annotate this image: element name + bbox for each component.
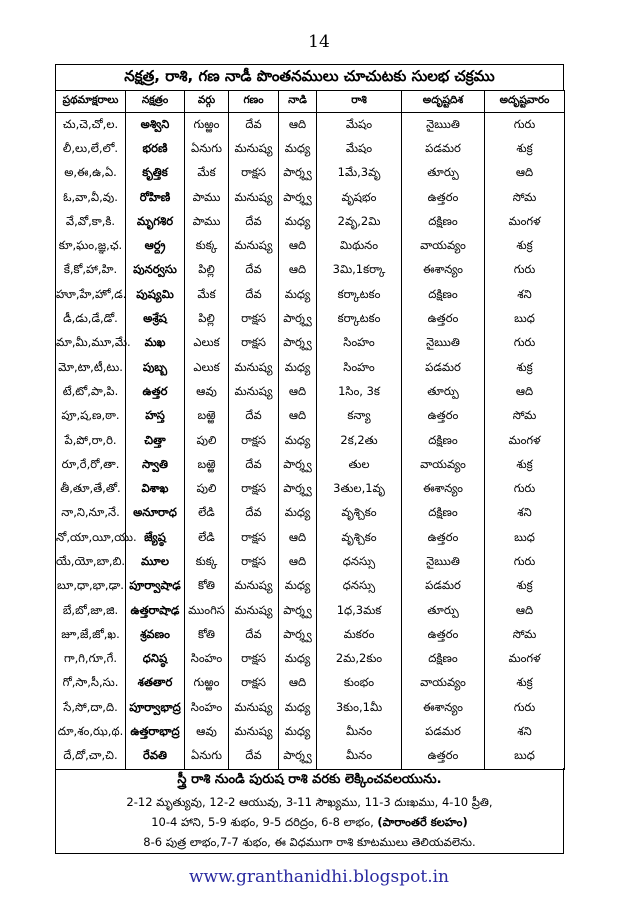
initial-letters-cell: టే,టో,పా,పి. bbox=[56, 380, 126, 404]
animal-cell: పిల్లి bbox=[185, 259, 229, 283]
rasi-cell: మిథునం bbox=[317, 234, 402, 258]
gana-cell: మనుష్య bbox=[229, 720, 279, 744]
column-header: గణం bbox=[229, 91, 279, 113]
lucky-day-cell: గురు bbox=[485, 332, 565, 356]
nadi-cell: మధ్య bbox=[279, 696, 317, 720]
gana-cell: దేవ bbox=[229, 745, 279, 770]
lucky-direction-cell: ఉత్తరం bbox=[402, 307, 485, 331]
initial-letters-cell: డీ,డు,డే,డో. bbox=[56, 307, 126, 331]
table-row bbox=[56, 186, 565, 210]
table-row bbox=[56, 113, 565, 138]
nakshatra-cell: మఖ bbox=[126, 332, 185, 356]
rasi-cell: సింహం bbox=[317, 332, 402, 356]
rasi-cell: 2క,2తు bbox=[317, 429, 402, 453]
animal-cell: మేక bbox=[185, 283, 229, 307]
table-row bbox=[56, 332, 565, 356]
gana-cell: మనుష్య bbox=[229, 234, 279, 258]
rasi-cell: 2వృ,2మి bbox=[317, 210, 402, 234]
lucky-direction-cell: పడమర bbox=[402, 575, 485, 599]
nakshatra-cell: రోహిణి bbox=[126, 186, 185, 210]
table-row bbox=[56, 234, 565, 258]
gana-cell: రాక్షస bbox=[229, 550, 279, 574]
nadi-cell: ఆది bbox=[279, 234, 317, 258]
notes-line-1: 2-12 మృత్యువు, 12-2 ఆయువు, 3-11 సౌఖ్యము, 11-3 దుఃఖము, 4-10 ప్రీతి, bbox=[126, 795, 493, 809]
column-header: అదృష్టవారం bbox=[485, 91, 565, 113]
lucky-direction-cell: వాయవ్యం bbox=[402, 672, 485, 696]
lucky-direction-cell: ఈశాన్యం bbox=[402, 259, 485, 283]
nadi-cell: ఆది bbox=[279, 380, 317, 404]
rasi-cell: వృశ్చికం bbox=[317, 526, 402, 550]
initial-letters-cell: చు,చె,చో,ల. bbox=[56, 113, 126, 138]
initial-letters-cell: గా,గి,గూ,గే. bbox=[56, 648, 126, 672]
nakshatra-cell: మూల bbox=[126, 550, 185, 574]
lucky-day-cell: బుధ bbox=[485, 526, 565, 550]
nakshatra-cell: పుబ్బ bbox=[126, 356, 185, 380]
nakshatra-cell: ధనిష్ఠ bbox=[126, 648, 185, 672]
rasi-cell: 3తుల,1వృ bbox=[317, 477, 402, 501]
lucky-direction-cell: దక్షిణం bbox=[402, 502, 485, 526]
initial-letters-cell: దే,దో,చా,చి. bbox=[56, 745, 126, 770]
gana-cell: దేవ bbox=[229, 210, 279, 234]
rasi-cell: మకరం bbox=[317, 623, 402, 647]
initial-letters-cell: లీ,లు,లే,లో. bbox=[56, 137, 126, 161]
nakshatra-cell: పునర్వసు bbox=[126, 259, 185, 283]
nadi-cell: ఆది bbox=[279, 550, 317, 574]
nakshatra-cell: హస్త bbox=[126, 405, 185, 429]
nadi-cell: మధ్య bbox=[279, 429, 317, 453]
lucky-direction-cell: ఈశాన్యం bbox=[402, 696, 485, 720]
table-row bbox=[56, 356, 565, 380]
initial-letters-cell: కే,కో,హా,హి. bbox=[56, 259, 126, 283]
table-row bbox=[56, 526, 565, 550]
lucky-direction-cell: నైఋతి bbox=[402, 113, 485, 138]
lucky-direction-cell: దక్షిణం bbox=[402, 210, 485, 234]
nadi-cell: పార్శ్వ bbox=[279, 453, 317, 477]
lucky-day-cell: శుక్ర bbox=[485, 356, 565, 380]
nadi-cell: మధ్య bbox=[279, 210, 317, 234]
initial-letters-cell: మా,మీ,మూ,మే. bbox=[56, 332, 126, 356]
lucky-direction-cell: ఉత్తరం bbox=[402, 186, 485, 210]
nakshatra-cell: భరణి bbox=[126, 137, 185, 161]
lucky-day-cell: శుక్ర bbox=[485, 137, 565, 161]
animal-cell: గుఱ్ఱం bbox=[185, 113, 229, 138]
animal-cell: ఎలుక bbox=[185, 332, 229, 356]
gana-cell: మనుష్య bbox=[229, 380, 279, 404]
nadi-cell: మధ్య bbox=[279, 502, 317, 526]
nadi-cell: మధ్య bbox=[279, 648, 317, 672]
animal-cell: పిల్లి bbox=[185, 307, 229, 331]
lucky-direction-cell: పడమర bbox=[402, 356, 485, 380]
table-row bbox=[56, 137, 565, 161]
animal-cell: పులి bbox=[185, 429, 229, 453]
table-row bbox=[56, 599, 565, 623]
column-header: రాశి bbox=[317, 91, 402, 113]
lucky-direction-cell: ఉత్తరం bbox=[402, 405, 485, 429]
rasi-cell: ధనస్సు bbox=[317, 575, 402, 599]
lucky-day-cell: ఆది bbox=[485, 162, 565, 186]
column-header: ప్రథమాక్షరాలు bbox=[56, 91, 126, 113]
gana-cell: దేవ bbox=[229, 502, 279, 526]
nakshatra-cell: జ్యేష్ఠ bbox=[126, 526, 185, 550]
table-row bbox=[56, 672, 565, 696]
column-header: నాడి bbox=[279, 91, 317, 113]
nakshatra-cell: మృగశిర bbox=[126, 210, 185, 234]
gana-cell: రాక్షస bbox=[229, 526, 279, 550]
notes-line-2-text: 10-4 హాని, 5-9 శుభం, 9-5 దరిద్రం, 6-8 లాభం, bbox=[151, 815, 374, 829]
nadi-cell: మధ్య bbox=[279, 720, 317, 744]
animal-cell: సింహం bbox=[185, 648, 229, 672]
rasi-cell: సింహం bbox=[317, 356, 402, 380]
gana-cell: రాక్షస bbox=[229, 332, 279, 356]
nakshatra-cell: ఉత్తర bbox=[126, 380, 185, 404]
animal-cell: కోతి bbox=[185, 575, 229, 599]
nakshatra-cell: రేవతి bbox=[126, 745, 185, 770]
nakshatra-cell: ఉత్తరాషాఢ bbox=[126, 599, 185, 623]
animal-cell: కుక్క bbox=[185, 234, 229, 258]
lucky-direction-cell: తూర్పు bbox=[402, 380, 485, 404]
gana-cell: రాక్షస bbox=[229, 429, 279, 453]
table-row bbox=[56, 259, 565, 283]
rasi-cell: మేషం bbox=[317, 137, 402, 161]
rasi-cell: మీనం bbox=[317, 720, 402, 744]
initial-letters-cell: పే,పో,రా,రి. bbox=[56, 429, 126, 453]
initial-letters-cell: కూ,ఘం,జ్ఞ,ఛ. bbox=[56, 234, 126, 258]
gana-cell: రాక్షస bbox=[229, 307, 279, 331]
lucky-direction-cell: నైఋతి bbox=[402, 332, 485, 356]
notes-box bbox=[55, 768, 564, 854]
gana-cell: దేవ bbox=[229, 259, 279, 283]
animal-cell: ఏనుగు bbox=[185, 137, 229, 161]
nakshatra-cell: స్వాతి bbox=[126, 453, 185, 477]
rasi-cell: వృషభం bbox=[317, 186, 402, 210]
lucky-day-cell: ఆది bbox=[485, 380, 565, 404]
lucky-day-cell: శుక్ర bbox=[485, 234, 565, 258]
gana-cell: దేవ bbox=[229, 453, 279, 477]
nadi-cell: మధ్య bbox=[279, 283, 317, 307]
rasi-cell: 3మి,1కర్కా bbox=[317, 259, 402, 283]
gana-cell: మనుష్య bbox=[229, 599, 279, 623]
rasi-cell: ధనస్సు bbox=[317, 550, 402, 574]
chart-title: నక్షత్ర, రాశి, గణ నాడీ పొంతనములు చూచుటకు సులభ చక్రము bbox=[55, 64, 564, 90]
gana-cell: రాక్షస bbox=[229, 648, 279, 672]
nadi-cell: మధ్య bbox=[279, 575, 317, 599]
lucky-day-cell: సోమ bbox=[485, 623, 565, 647]
rasi-cell: మేషం bbox=[317, 113, 402, 138]
lucky-day-cell: మంగళ bbox=[485, 648, 565, 672]
animal-cell: లేడి bbox=[185, 526, 229, 550]
table-body bbox=[56, 113, 565, 770]
table-row bbox=[56, 720, 565, 744]
lucky-direction-cell: ఉత్తరం bbox=[402, 623, 485, 647]
lucky-direction-cell: పడమర bbox=[402, 137, 485, 161]
lucky-day-cell: సోమ bbox=[485, 405, 565, 429]
rasi-cell: మీనం bbox=[317, 745, 402, 770]
nadi-cell: పార్శ్వ bbox=[279, 186, 317, 210]
animal-cell: మేక bbox=[185, 162, 229, 186]
nadi-cell: పార్శ్వ bbox=[279, 162, 317, 186]
lucky-day-cell: ఆది bbox=[485, 599, 565, 623]
table-row bbox=[56, 745, 565, 770]
gana-cell: దేవ bbox=[229, 283, 279, 307]
animal-cell: పాము bbox=[185, 186, 229, 210]
lucky-direction-cell: దక్షిణం bbox=[402, 648, 485, 672]
initial-letters-cell: జూ,జే,జో,ఖ. bbox=[56, 623, 126, 647]
lucky-day-cell: సోమ bbox=[485, 186, 565, 210]
lucky-direction-cell: దక్షిణం bbox=[402, 429, 485, 453]
animal-cell: పాము bbox=[185, 210, 229, 234]
initial-letters-cell: దూ,శం,ఝ,థ. bbox=[56, 720, 126, 744]
lucky-day-cell: శుక్ర bbox=[485, 453, 565, 477]
lucky-day-cell: శని bbox=[485, 502, 565, 526]
initial-letters-cell: ఓ,వా,వీ,వు. bbox=[56, 186, 126, 210]
lucky-direction-cell: ఈశాన్యం bbox=[402, 477, 485, 501]
rasi-cell: కర్కాటకం bbox=[317, 307, 402, 331]
gana-cell: మనుష్య bbox=[229, 186, 279, 210]
gana-cell: దేవ bbox=[229, 623, 279, 647]
gana-cell: మనుష్య bbox=[229, 696, 279, 720]
initial-letters-cell: వే,వో,కా,కి. bbox=[56, 210, 126, 234]
table-row bbox=[56, 429, 565, 453]
rasi-cell: 1సిం, 3క bbox=[317, 380, 402, 404]
table-row bbox=[56, 502, 565, 526]
lucky-day-cell: బుధ bbox=[485, 307, 565, 331]
lucky-day-cell: గురు bbox=[485, 259, 565, 283]
table-row bbox=[56, 477, 565, 501]
nadi-cell: ఆది bbox=[279, 259, 317, 283]
nakshatra-cell: ఆర్ద్ర bbox=[126, 234, 185, 258]
gana-cell: రాక్షస bbox=[229, 477, 279, 501]
column-header: అదృష్టదిశ bbox=[402, 91, 485, 113]
gana-cell: దేవ bbox=[229, 113, 279, 138]
nadi-cell: ఆది bbox=[279, 526, 317, 550]
gana-cell: రాక్షస bbox=[229, 672, 279, 696]
animal-cell: బఱ్ఱె bbox=[185, 453, 229, 477]
initial-letters-cell: హూ,హే,హో,డ. bbox=[56, 283, 126, 307]
animal-cell: ఎలుక bbox=[185, 356, 229, 380]
nakshatra-table bbox=[55, 90, 565, 770]
nadi-cell: మధ్య bbox=[279, 356, 317, 380]
lucky-day-cell: శని bbox=[485, 720, 565, 744]
nakshatra-cell: చిత్తా bbox=[126, 429, 185, 453]
lucky-day-cell: మంగళ bbox=[485, 210, 565, 234]
initial-letters-cell: మో,టా,టీ,టు. bbox=[56, 356, 126, 380]
nakshatra-cell: అశ్రేష bbox=[126, 307, 185, 331]
table-row bbox=[56, 623, 565, 647]
lucky-direction-cell: ఉత్తరం bbox=[402, 526, 485, 550]
rasi-cell: 2మ,2కుం bbox=[317, 648, 402, 672]
lucky-day-cell: శని bbox=[485, 283, 565, 307]
nadi-cell: పార్శ్వ bbox=[279, 745, 317, 770]
initial-letters-cell: యే,యో,బా,బి. bbox=[56, 550, 126, 574]
animal-cell: కోతి bbox=[185, 623, 229, 647]
rasi-cell: 1మే,3వృ bbox=[317, 162, 402, 186]
initial-letters-cell: రూ,రే,రో,తా. bbox=[56, 453, 126, 477]
nadi-cell: ఆది bbox=[279, 113, 317, 138]
table-row bbox=[56, 307, 565, 331]
animal-cell: ఆవు bbox=[185, 720, 229, 744]
notes-line-2 bbox=[56, 815, 563, 832]
notes-line-2-emphasis: (పారాంతరే కలహం) bbox=[377, 815, 468, 829]
lucky-day-cell: మంగళ bbox=[485, 429, 565, 453]
nadi-cell: ఆది bbox=[279, 672, 317, 696]
nadi-cell: పార్శ్వ bbox=[279, 599, 317, 623]
nakshatra-cell: పూర్వాభాద్ర bbox=[126, 696, 185, 720]
rasi-cell: వృశ్చికం bbox=[317, 502, 402, 526]
nadi-cell: పార్శ్వ bbox=[279, 477, 317, 501]
nakshatra-cell: ఉత్తరాభాద్ర bbox=[126, 720, 185, 744]
initial-letters-cell: నో,యా,యీ,యు. bbox=[56, 526, 126, 550]
lucky-direction-cell: నైఋతి bbox=[402, 550, 485, 574]
animal-cell: బఱ్ఱె bbox=[185, 405, 229, 429]
table-row bbox=[56, 453, 565, 477]
nadi-cell: ఆది bbox=[279, 405, 317, 429]
table-header-row bbox=[56, 91, 565, 113]
table-row bbox=[56, 283, 565, 307]
rasi-cell: తుల bbox=[317, 453, 402, 477]
lucky-day-cell: గురు bbox=[485, 550, 565, 574]
initial-letters-cell: అ,ఈ,ఉ,ఏ. bbox=[56, 162, 126, 186]
lucky-day-cell: శుక్ర bbox=[485, 575, 565, 599]
animal-cell: గుఱ్ఱం bbox=[185, 672, 229, 696]
animal-cell: ముంగిస bbox=[185, 599, 229, 623]
animal-cell: లేడి bbox=[185, 502, 229, 526]
nakshatra-cell: కృత్తిక bbox=[126, 162, 185, 186]
animal-cell: సింహం bbox=[185, 696, 229, 720]
lucky-direction-cell: దక్షిణం bbox=[402, 283, 485, 307]
rasi-cell: 1ధ,3మక bbox=[317, 599, 402, 623]
nakshatra-cell: అనూరాధ bbox=[126, 502, 185, 526]
nakshatra-cell: పుష్యమి bbox=[126, 283, 185, 307]
lucky-direction-cell: తూర్పు bbox=[402, 162, 485, 186]
initial-letters-cell: పూ,ష,ణ,ఠా. bbox=[56, 405, 126, 429]
table-row bbox=[56, 575, 565, 599]
animal-cell: పులి bbox=[185, 477, 229, 501]
gana-cell: మనుష్య bbox=[229, 575, 279, 599]
gana-cell: మనుష్య bbox=[229, 137, 279, 161]
nadi-cell: పార్శ్వ bbox=[279, 623, 317, 647]
gana-cell: రాక్షస bbox=[229, 162, 279, 186]
nakshatra-cell: విశాఖ bbox=[126, 477, 185, 501]
nakshatra-cell: శ్రవణం bbox=[126, 623, 185, 647]
column-header: వర్గు bbox=[185, 91, 229, 113]
animal-cell: ఏనుగు bbox=[185, 745, 229, 770]
rasi-cell: 3కుం,1మీ bbox=[317, 696, 402, 720]
lucky-day-cell: గురు bbox=[485, 696, 565, 720]
animal-cell: ఆవు bbox=[185, 380, 229, 404]
lucky-direction-cell: పడమర bbox=[402, 720, 485, 744]
rasi-cell: కన్యా bbox=[317, 405, 402, 429]
table-row bbox=[56, 648, 565, 672]
footer-url: www.granthanidhi.blogspot.in bbox=[188, 867, 449, 887]
initial-letters-cell: తీ,తూ,తే,తో. bbox=[56, 477, 126, 501]
initial-letters-cell: బే,బో,జా,జి. bbox=[56, 599, 126, 623]
lucky-day-cell: గురు bbox=[485, 477, 565, 501]
table-row bbox=[56, 550, 565, 574]
column-header: నక్షత్రం bbox=[126, 91, 185, 113]
nadi-cell: పార్శ్వ bbox=[279, 332, 317, 356]
notes-line-3: 8-6 పుత్ర లాభం,7-7 శుభం, ఈ విధముగా రాశి కూటములు తెలియవలెను. bbox=[143, 835, 476, 849]
lucky-day-cell: శుక్ర bbox=[485, 672, 565, 696]
table-row bbox=[56, 696, 565, 720]
nakshatra-cell: అశ్విని bbox=[126, 113, 185, 138]
gana-cell: మనుష్య bbox=[229, 356, 279, 380]
table-row bbox=[56, 405, 565, 429]
lucky-direction-cell: వాయవ్యం bbox=[402, 234, 485, 258]
lucky-day-cell: గురు bbox=[485, 113, 565, 138]
table-row bbox=[56, 210, 565, 234]
nakshatra-cell: శతతార bbox=[126, 672, 185, 696]
nadi-cell: పార్శ్వ bbox=[279, 307, 317, 331]
rasi-cell: కర్కాటకం bbox=[317, 283, 402, 307]
table-row bbox=[56, 162, 565, 186]
initial-letters-cell: నా,ని,నూ,నే. bbox=[56, 502, 126, 526]
initial-letters-cell: సే,సో,దా,ది. bbox=[56, 696, 126, 720]
lucky-direction-cell: తూర్పు bbox=[402, 599, 485, 623]
lucky-direction-cell: వాయవ్యం bbox=[402, 453, 485, 477]
lucky-day-cell: బుధ bbox=[485, 745, 565, 770]
lucky-direction-cell: ఉత్తరం bbox=[402, 745, 485, 770]
animal-cell: కుక్క bbox=[185, 550, 229, 574]
notes-headline: స్త్రీ రాశి నుండి పురుష రాశి వరకు లెక్కించవలయును. bbox=[177, 772, 442, 787]
rasi-cell: కుంభం bbox=[317, 672, 402, 696]
initial-letters-cell: బూ,ధా,భా,ఢా. bbox=[56, 575, 126, 599]
initial-letters-cell: గో,సా,సీ,సు. bbox=[56, 672, 126, 696]
gana-cell: దేవ bbox=[229, 405, 279, 429]
nakshatra-cell: పూర్వాషాఢ bbox=[126, 575, 185, 599]
page-number: 14 bbox=[308, 32, 330, 52]
table-row bbox=[56, 380, 565, 404]
nadi-cell: మధ్య bbox=[279, 137, 317, 161]
